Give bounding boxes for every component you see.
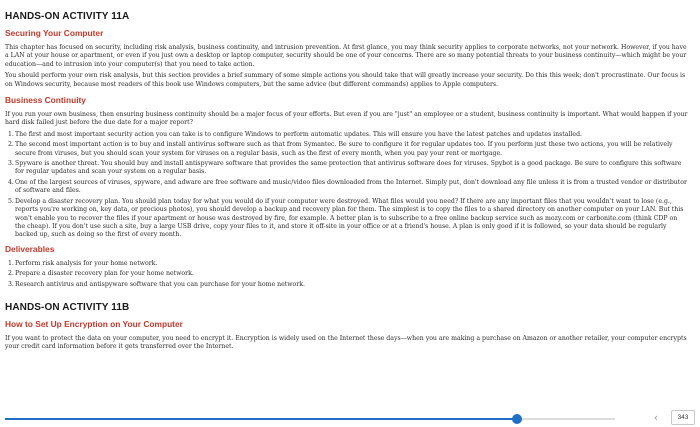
reader-navigation-bar [0, 408, 700, 427]
list-text: The second most important action is to buy and install antivirus software such as that from Symantec. Be sure to configure it for regular updates too. If you perform just these two actions, you will be relatively secure from viruses, but you should scan your system for viruses on a regular basis, such as the first of every month, when you pay your rent or mortgage. [15, 141, 673, 157]
progress-fill [5, 418, 517, 420]
slider-thumb[interactable] [512, 414, 522, 424]
section-heading-securing: Securing Your Computer [5, 28, 104, 38]
page-number-box[interactable]: 343 [671, 410, 695, 425]
list-number: 3. [8, 280, 14, 288]
list-text: Perform risk analysis for your home network. [15, 259, 158, 267]
deliverables-list [5, 260, 688, 289]
list-text: Prepare a disaster recovery plan for your home network. [15, 270, 194, 278]
paragraph: You should perform your own risk analysis, but this section provides a brief summary of some simple actions you should take that will greatly increase your security. Do this this week; don't procrastinate. Our focus is on Windows security, because most readers of this book use Windows computers, but the same advice (but different commands) applies to Apple computers. [5, 72, 686, 88]
paragraph: This chapter has focused on security, including risk analysis, business continuity, and intrusion prevention. At first glance, you may think security applies to corporate networks, not your network. However, if you have a LAN at your house or apartment, or even if you just own a desktop or laptop computer, security should be one of your concerns. There are so many potential threats to your business continuity—which might be your education—and to intrusion into your computer(s) that you need to take action. [5, 44, 687, 68]
section-heading-deliverables: Deliverables [5, 243, 55, 254]
list-number: 4. [8, 178, 14, 186]
page-progress-slider[interactable] [5, 418, 615, 420]
paragraph: If you run your own business, then ensuring business continuity should be a major focus of your efforts. But even if you are "just" an employee or a student, business continuity is important. What would happen if your hard disk failed just before the due date for a major report? [5, 111, 688, 127]
list-item [5, 260, 688, 268]
paragraph: If you want to protect the data on your computer, you need to encrypt it. Encryption is widely used on the Internet these days—when you are making a purchase on Amazon or another retailer, your computer encrypts your credit card information before it gets transferred over the Internet. [5, 334, 687, 351]
list-item [5, 270, 688, 278]
list-item [5, 131, 688, 139]
list-text: Research antivirus and antispyware software that you can purchase for your home network. [15, 280, 305, 288]
activity-11a-title: HANDS-ON ACTIVITY 11A [5, 11, 130, 22]
list-number: 1. [8, 259, 14, 267]
list-item [5, 179, 688, 196]
list-item [5, 198, 688, 240]
list-text: One of the largest sources of viruses, spyware, and adware are free software and music/video files downloaded from the Internet. Simply put, don't download any file unless it is from a trusted vendor or distributor of software and files. [15, 178, 687, 195]
list-item [5, 160, 688, 177]
business-continuity-steps [5, 131, 688, 240]
section-heading-business-continuity: Business Continuity [5, 95, 86, 106]
list-item [5, 281, 688, 289]
list-item [5, 141, 688, 158]
list-text: The first and most important security action you can take is to configure Windows to perform automatic updates. This will ensure you have the latest patches and updates installed. [15, 130, 582, 138]
list-number: 1. [8, 130, 14, 138]
list-text: Spyware is another threat. You should buy and install antispyware software that provides the same protection that antivirus software does for viruses. Spybot is a good package. Be sure to configure this software for regular updates and scan your system on a regular basis. [15, 160, 682, 176]
list-number: 3. [8, 160, 14, 168]
document-page [5, 10, 688, 355]
list-number: 5. [8, 197, 14, 205]
activity-11b-title: HANDS-ON ACTIVITY 11B [5, 301, 130, 313]
list-number: 2. [8, 270, 14, 278]
list-text: Develop a disaster recovery plan. You should plan today for what you would do if your computer were destroyed. What files would you need? If there are any important files that you wouldn't want to lose (e.g., reports you're working on, key data, or precious photos), you should develop a backup and recovery plan for them. The simplest is to copy the files to a shared directory on another computer on your LAN. But this won't enable you to recover the files if your apartment or house was destroyed by fire, for example. A better plan is to subscribe to a free online backup service such as mozy.com or carbonite.com (think CDP on the cheap). If you don't use such a site, buy a large USB drive, copy your files to it, and store it off-site in your office or at a friend's house. A plan is only good if it is followed, so your data should be regularly backed up, such as doing so the first of every month. [15, 197, 684, 239]
chevron-left-icon[interactable]: ‹ [653, 411, 659, 424]
section-heading-encryption: How to Set Up Encryption on Your Computer [5, 318, 183, 329]
list-number: 2. [8, 141, 14, 149]
